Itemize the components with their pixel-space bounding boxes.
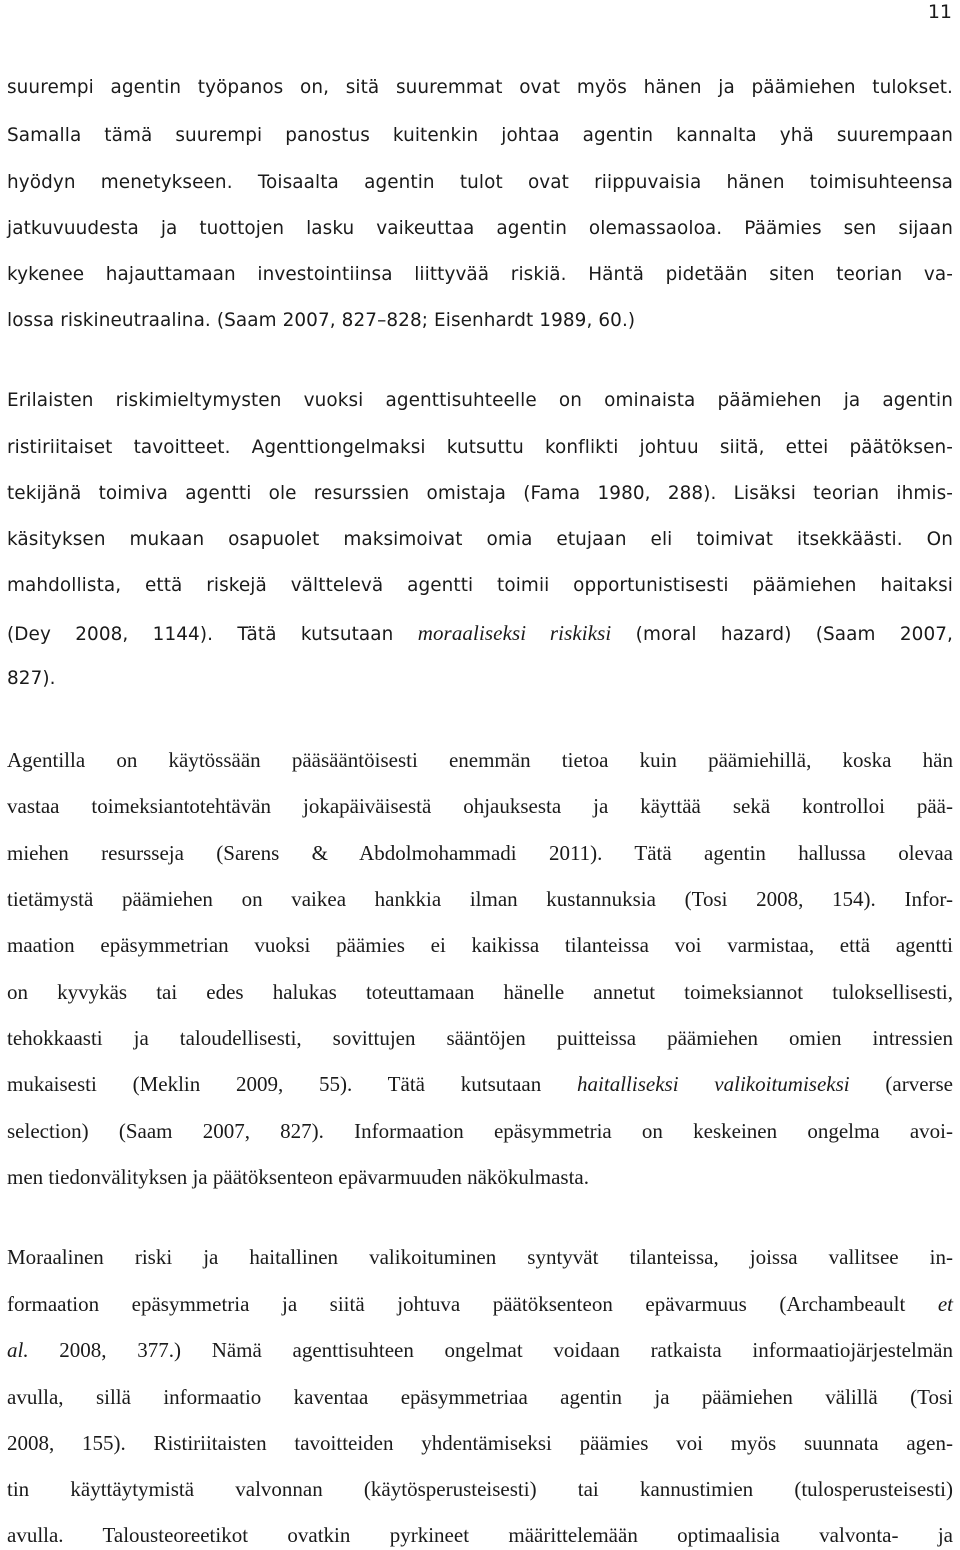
text-line (7, 386, 953, 416)
text-line (7, 791, 953, 821)
text-line (7, 73, 953, 103)
text-segment: vastaa toimeksiantotehtävän jokapäiväisestä ohjauksesta ja käyttää sekä kontrolloi pää- (7, 794, 953, 818)
text-segment: avulla, sillä informaatio kaventaa epäsymmetriaa agentin ja päämiehen välillä (Tosi (7, 1385, 953, 1409)
text-line (7, 618, 953, 648)
text-segment: lossa riskineutraalina. (Saam 2007, 827–828; Eisenhardt 1989, 60.) (7, 310, 636, 331)
text-segment: 2008, 377.) Nämä agenttisuhteen ongelmat voidaan ratkaista informaatiojärjestelmän (28, 1338, 953, 1362)
text-line (7, 1474, 953, 1504)
text-segment: tehokkaasti ja taloudellisesti, sovittujen sääntöjen puitteissa päämiehen omien intressien (7, 1026, 953, 1050)
text-segment: ristiriitaiset tavoitteet. Agenttiongelmaksi kutsuttu konflikti johtuu siitä, ettei päätöksen- (7, 437, 953, 458)
text-line (7, 214, 953, 244)
text-segment: Samalla tämä suurempi panostus kuitenkin johtaa agentin kannalta yhä suurempaan (7, 125, 953, 146)
italic-term: al. (7, 1338, 29, 1362)
text-line (7, 1242, 953, 1272)
text-segment: (moral hazard) (Saam 2007, (611, 624, 953, 645)
text-line (7, 1520, 953, 1550)
text-segment: tietämystä päämiehen on vaikea hankkia ilman kustannuksia (Tosi 2008, 154). Infor- (7, 887, 953, 911)
text-segment: mukaisesti (Meklin 2009, 55). Tätä kutsutaan (7, 1072, 578, 1096)
text-line (7, 1382, 953, 1412)
text-line (7, 664, 953, 694)
text-line (7, 1162, 953, 1192)
text-segment: on kyvykäs tai edes halukas toteuttamaan hänelle annetut toimeksiannot tuloksellisesti, (7, 980, 953, 1004)
text-line (7, 525, 953, 555)
text-segment: jatkuvuudesta ja tuottojen lasku vaikeuttaa agentin olemassaoloa. Päämies sen sijaan (7, 218, 953, 239)
text-segment: Moraalinen riski ja haitallinen valikoituminen syntyvät tilanteissa, joissa vallitsee in- (7, 1245, 953, 1269)
text-line (7, 433, 953, 463)
text-segment: 2008, 155). Ristiriitaisten tavoitteiden yhdentämiseksi päämies voi myös suunnata agen- (7, 1431, 953, 1455)
text-line (7, 1116, 953, 1146)
text-segment: maation epäsymmetrian vuoksi päämies ei kaikissa tilanteissa voi varmistaa, että agentti (7, 933, 953, 957)
text-segment: tekijänä toimiva agentti ole resurssien omistaja (Fama 1980, 288). Lisäksi teorian ihmis- (7, 483, 953, 504)
text-segment: selection) (Saam 2007, 827). Informaation epäsymmetria on keskeinen ongelma avoi- (7, 1119, 953, 1143)
text-segment: miehen resursseja (Sarens & Abdolmohammadi 2011). Tätä agentin hallussa olevaa (7, 841, 953, 865)
text-line (7, 977, 953, 1007)
text-line (7, 168, 953, 198)
text-segment: mahdollista, että riskejä välttelevä agentti toimii opportunistisesti päämiehen haitaksi (7, 575, 953, 596)
text-line (7, 306, 953, 336)
text-line (7, 930, 953, 960)
text-line (7, 1023, 953, 1053)
text-line (7, 884, 953, 914)
text-segment: men tiedonvälityksen ja päätöksenteon epävarmuuden näkökulmasta. (7, 1165, 589, 1189)
text-segment: kykenee hajauttamaan investointiinsa liittyvää riskiä. Häntä pidetään siten teorian va- (7, 264, 953, 285)
text-line (7, 571, 953, 601)
text-line (7, 1335, 953, 1365)
text-segment: avulla. Talousteoreetikot ovatkin pyrkineet määrittelemään optimaalisia valvonta- ja (7, 1523, 953, 1547)
text-line (7, 838, 953, 868)
text-line (7, 260, 953, 290)
text-segment: hyödyn menetykseen. Toisaalta agentin tulot ovat riippuvaisia hänen toimisuhteensa (7, 172, 953, 193)
text-line (7, 1069, 953, 1099)
text-segment: Agentilla on käytössään pääsääntöisesti enemmän tietoa kuin päämiehillä, koska hän (7, 748, 953, 772)
text-segment: suurempi agentin työpanos on, sitä suuremmat ovat myös hänen ja päämiehen tulokset. (7, 77, 953, 98)
italic-term: moraaliseksi riskiksi (417, 621, 612, 645)
text-segment: Erilaisten riskimieltymysten vuoksi agenttisuhteelle on ominaista päämiehen ja agentin (7, 390, 953, 411)
text-line (7, 1428, 953, 1458)
text-segment: 827). (7, 668, 56, 689)
text-segment: käsityksen mukaan osapuolet maksimoivat omia etujaan eli toimivat itsekkäästi. On (7, 529, 953, 550)
text-segment: formaation epäsymmetria ja siitä johtuva päätöksenteon epävarmuus (Archambeault (7, 1292, 938, 1316)
italic-term: haitalliseksi valikoitumiseksi (577, 1072, 850, 1096)
text-line (7, 479, 953, 509)
page-number: 11 (927, 1, 952, 23)
text-line (7, 121, 953, 151)
text-segment: tin käyttäytymistä valvonnan (käytösperusteisesti) tai kannustimien (tulosperusteisesti) (7, 1477, 953, 1501)
italic-term: et (937, 1292, 953, 1316)
text-segment: (Dey 2008, 1144). Tätä kutsutaan (7, 624, 418, 645)
text-line (7, 1289, 953, 1319)
text-segment: (arverse (849, 1072, 953, 1096)
text-line (7, 745, 953, 775)
